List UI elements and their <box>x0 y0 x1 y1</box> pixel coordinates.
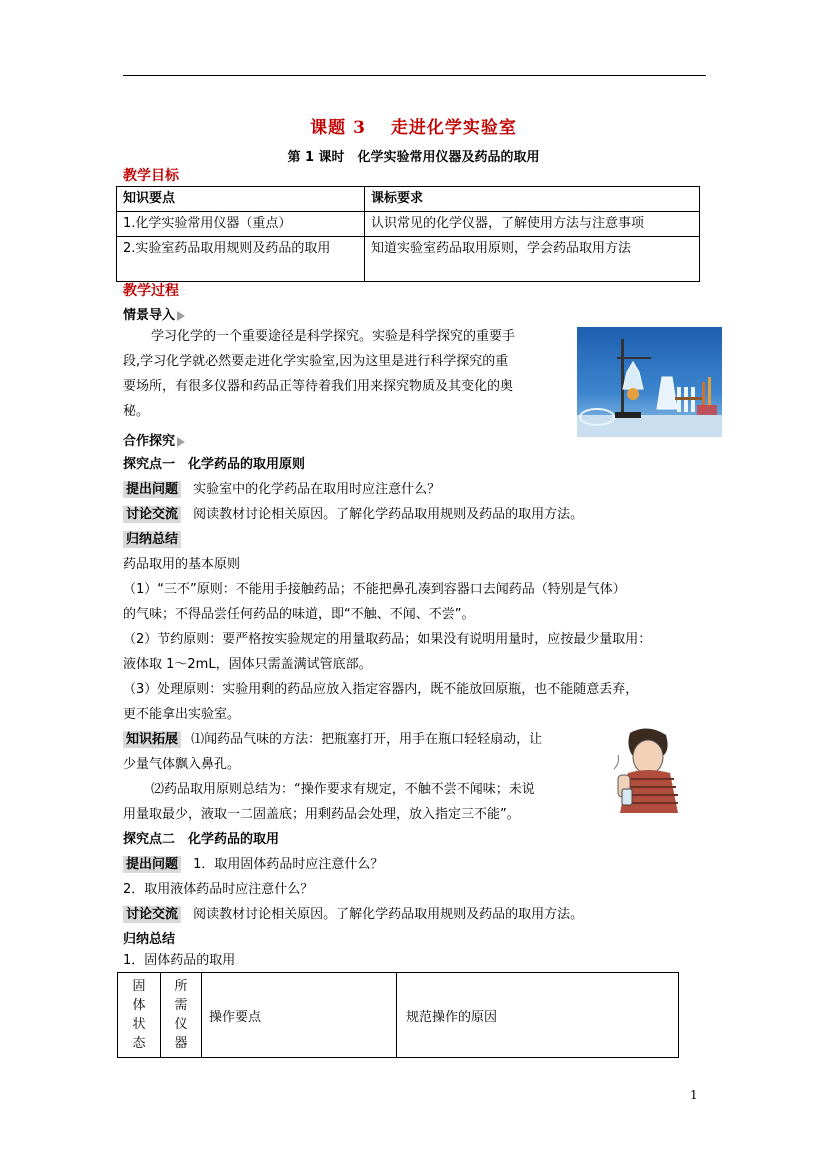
arrow-icon <box>177 437 185 447</box>
col-state-char: 固 <box>132 979 146 994</box>
extension-line-2: 少量气体飘入鼻孔。 <box>123 757 241 772</box>
goals-req-1: 认识常见的化学仪器，了解使用方法与注意事项 <box>365 212 700 237</box>
point1-heading: 探究点一 化学药品的取用原则 <box>123 457 306 472</box>
extension-line-4: 用量取最少，液取一二固盖底；用剩药品会处理，放入指定三不能”。 <box>123 807 520 822</box>
point1-discussion <box>123 505 583 525</box>
extension-line-3: ⑵药品取用原则总结为：“操作要求有规定，不触不尝不闻味；未说 <box>151 782 535 797</box>
intro-heading-text: 情景导入 <box>123 308 176 323</box>
col-instrument-char: 器 <box>174 1036 188 1051</box>
point2-question <box>123 855 383 875</box>
goals-col1-header: 知识要点 <box>117 187 365 212</box>
goals-point-2: 2.实验室药品取用规则及药品的取用 <box>117 237 365 282</box>
process-heading: 教学过程 <box>123 283 179 299</box>
page-subtitle: 第 1 课时 化学实验常用仪器及药品的取用 <box>287 150 540 165</box>
extension-text-1: ⑴闻药品气味的方法：把瓶塞打开，用手在瓶口轻轻扇动，让 <box>191 732 543 747</box>
discussion-text: 阅读教材讨论相关原因。了解化学药品取用规则及药品的取用方法。 <box>193 507 584 522</box>
extension-line-1 <box>123 730 542 750</box>
intro-heading <box>123 304 185 323</box>
summary-tag: 归纳总结 <box>123 531 181 548</box>
goals-heading: 教学目标 <box>123 168 179 184</box>
point1-question <box>123 480 440 500</box>
col-reason: 规范操作的原因 <box>397 973 679 1058</box>
extension-tag: 知识拓展 <box>123 731 181 748</box>
rule-line-5: 液体取 1～2mL，固体只需盖满试管底部。 <box>123 657 372 672</box>
intro-line-3: 要场所，有很多仪器和药品正等待着我们用来探究物质及其变化的奥 <box>123 379 514 394</box>
col-state <box>118 973 161 1058</box>
page-title: 课题 3 走进化学实验室 <box>310 118 517 138</box>
arrow-icon <box>177 311 185 321</box>
page-number: 1 <box>690 1088 698 1102</box>
intro-line-1: 学习化学的一个重要途径是科学探究。实验是科学探究的重要手 <box>151 329 516 344</box>
col-operation: 操作要点 <box>202 973 397 1058</box>
intro-line-2: 段,学习化学就必然要走进化学实验室,因为这里是进行科学探究的重 <box>123 354 509 369</box>
point2-discussion <box>123 905 583 925</box>
intro-line-4: 秘。 <box>123 404 150 419</box>
col-state-char: 状 <box>132 1017 146 1032</box>
discussion-tag: 讨论交流 <box>123 506 181 523</box>
question-tag: 提出问题 <box>123 481 181 498</box>
point2-heading: 探究点二 化学药品的取用 <box>123 832 280 847</box>
goals-req-2: 知道实验室药品取用原则，学会药品取用方法 <box>365 237 700 282</box>
rule-line-7: 更不能拿出实验室。 <box>123 707 241 722</box>
goals-point-1: 1.化学实验常用仪器（重点） <box>117 212 365 237</box>
col-state-char: 体 <box>132 998 146 1013</box>
point1-summary <box>123 530 181 550</box>
question-1: 1．取用固体药品时应注意什么？ <box>193 857 384 872</box>
summary-tag: 归纳总结 <box>123 932 176 947</box>
col-instrument-char: 所 <box>174 979 188 994</box>
coop-heading <box>123 430 185 449</box>
rule-line-2: （1）“三不”原则：不能用手接触药品；不能把鼻孔凑到容器口去闻药品（特别是气体） <box>123 582 626 597</box>
question-text: 实验室中的化学药品在取用时应注意什么？ <box>193 482 441 497</box>
discussion-tag: 讨论交流 <box>123 906 181 923</box>
top-rule <box>123 75 706 76</box>
point2-summary <box>123 930 175 950</box>
rule-line-1: 药品取用的基本原则 <box>123 557 241 572</box>
lab-equipment-photo <box>577 327 722 437</box>
coop-heading-text: 合作探究 <box>123 434 176 449</box>
rule-line-6: （3）处理原则：实验用剩的药品应放入指定容器内，既不能放回原瓶，也不能随意丢弃， <box>123 682 639 697</box>
solid-drug-table <box>117 972 679 1058</box>
discussion-text: 阅读教材讨论相关原因。了解化学药品取用规则及药品的取用方法。 <box>193 907 584 922</box>
col-instrument <box>161 973 202 1058</box>
question-tag: 提出问题 <box>123 856 181 873</box>
rule-line-3: 的气味；不得品尝任何药品的味道，即“不触、不闻、不尝”。 <box>123 607 475 622</box>
col-instrument-char: 仪 <box>174 1017 188 1032</box>
col-instrument-char: 需 <box>174 998 188 1013</box>
question-2: 2．取用液体药品时应注意什么？ <box>123 882 314 897</box>
col-state-char: 态 <box>132 1036 146 1051</box>
goals-col2-header: 课标要求 <box>365 187 700 212</box>
smelling-method-illustration <box>608 725 688 813</box>
rule-line-4: （2）节约原则：要严格按实验规定的用量取药品；如果没有说明用量时，应按最少量取用： <box>123 632 652 647</box>
solid-title: 1．固体药品的取用 <box>123 953 236 968</box>
goals-table <box>116 186 700 282</box>
